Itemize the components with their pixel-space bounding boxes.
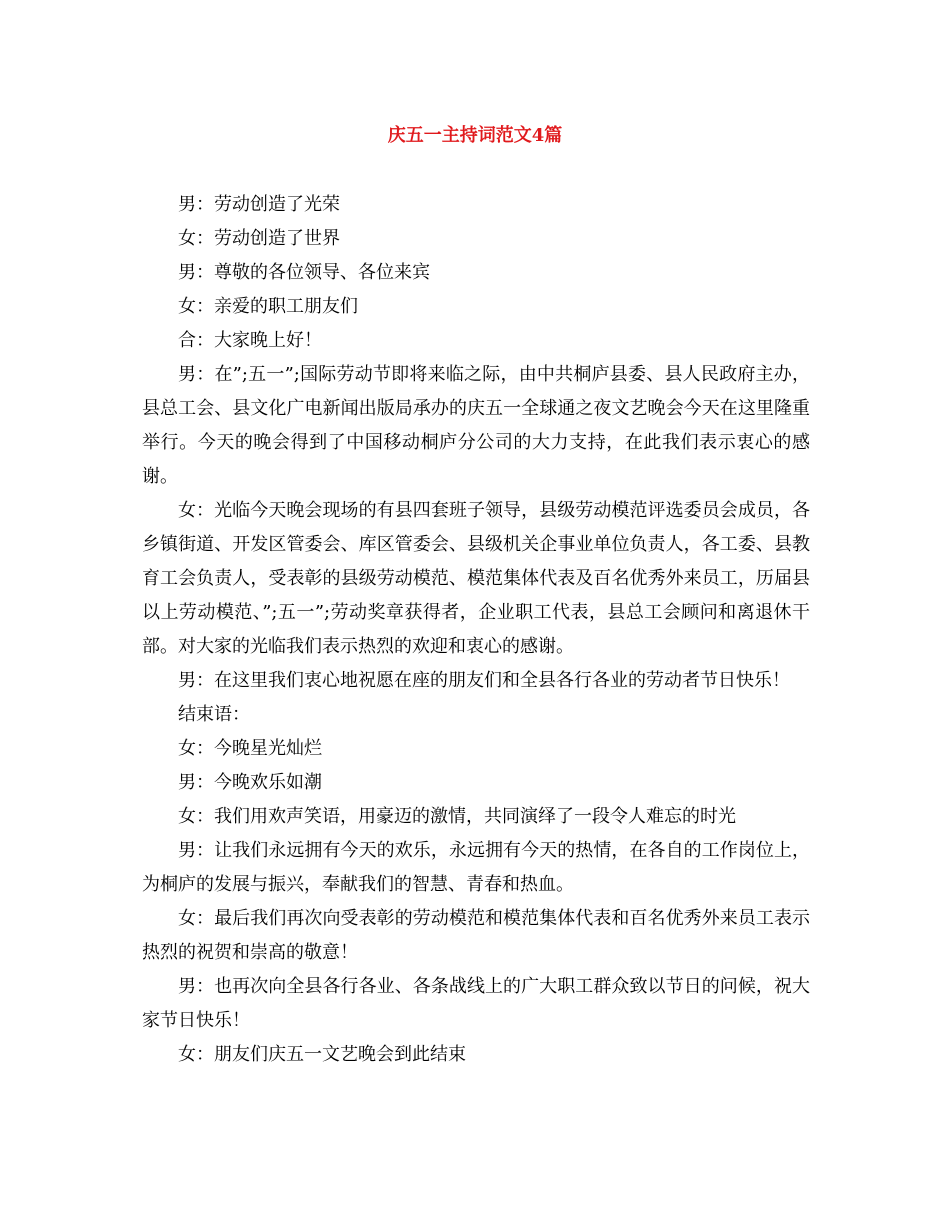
paragraph: 男：在这里我们衷心地祝愿在座的朋友们和全县各行各业的劳动者节日快乐！ bbox=[178, 670, 790, 691]
document-title: 庆五一主持词范文4篇 bbox=[387, 125, 563, 146]
paragraph: 男：劳动创造了光荣 bbox=[178, 194, 340, 215]
paragraph: 男：在”;五一”;国际劳动节即将来临之际，由中共桐庐县委、县人民政府主办，县总工会、县文化广电新闻出版局承办的庆五一全球通之夜文艺晚会今天在这里隆重举行。今天的晚会得到了中国移动桐庐分公司的大力支持，在此我们表示衷心的感谢。 bbox=[142, 364, 810, 487]
paragraph: 男：尊敬的各位领导、各位来宾 bbox=[178, 262, 430, 283]
paragraph: 女：亲爱的职工朋友们 bbox=[178, 296, 358, 317]
paragraph: 女：今晚星光灿烂 bbox=[178, 738, 322, 759]
paragraph: 男：也再次向全县各行各业、各条战线上的广大职工群众致以节日的问候，祝大家节日快乐！ bbox=[142, 976, 810, 1031]
paragraph: 女：光临今天晚会现场的有县四套班子领导，县级劳动模范评选委员会成员，各乡镇街道、开发区管委会、库区管委会、县级机关企事业单位负责人，各工委、县教育工会负责人，受表彰的县级劳动模范、模范集体代表及百名优秀外来员工，历届县以上劳动模范、”;五一”;劳动奖章获得者，企业职工代表，县总工会顾问和离退休干部。对大家的光临我们表示热烈的欢迎和衷心的感谢。 bbox=[142, 500, 810, 657]
paragraph: 女：劳动创造了世界 bbox=[178, 228, 340, 249]
paragraph: 女：朋友们庆五一文艺晚会到此结束 bbox=[178, 1044, 466, 1065]
paragraph: 男：今晚欢乐如潮 bbox=[178, 772, 322, 793]
paragraph: 合：大家晚上好！ bbox=[178, 330, 322, 351]
paragraph: 结束语： bbox=[178, 704, 250, 725]
paragraph: 女：我们用欢声笑语，用豪迈的激情，共同演绎了一段令人难忘的时光 bbox=[178, 806, 736, 827]
paragraph: 男：让我们永远拥有今天的欢乐，永远拥有今天的热情，在各自的工作岗位上，为桐庐的发展与振兴，奉献我们的智慧、青春和热血。 bbox=[142, 840, 810, 895]
document-body bbox=[142, 188, 810, 1072]
paragraph: 女：最后我们再次向受表彰的劳动模范和模范集体代表和百名优秀外来员工表示热烈的祝贺和崇高的敬意！ bbox=[142, 908, 810, 963]
